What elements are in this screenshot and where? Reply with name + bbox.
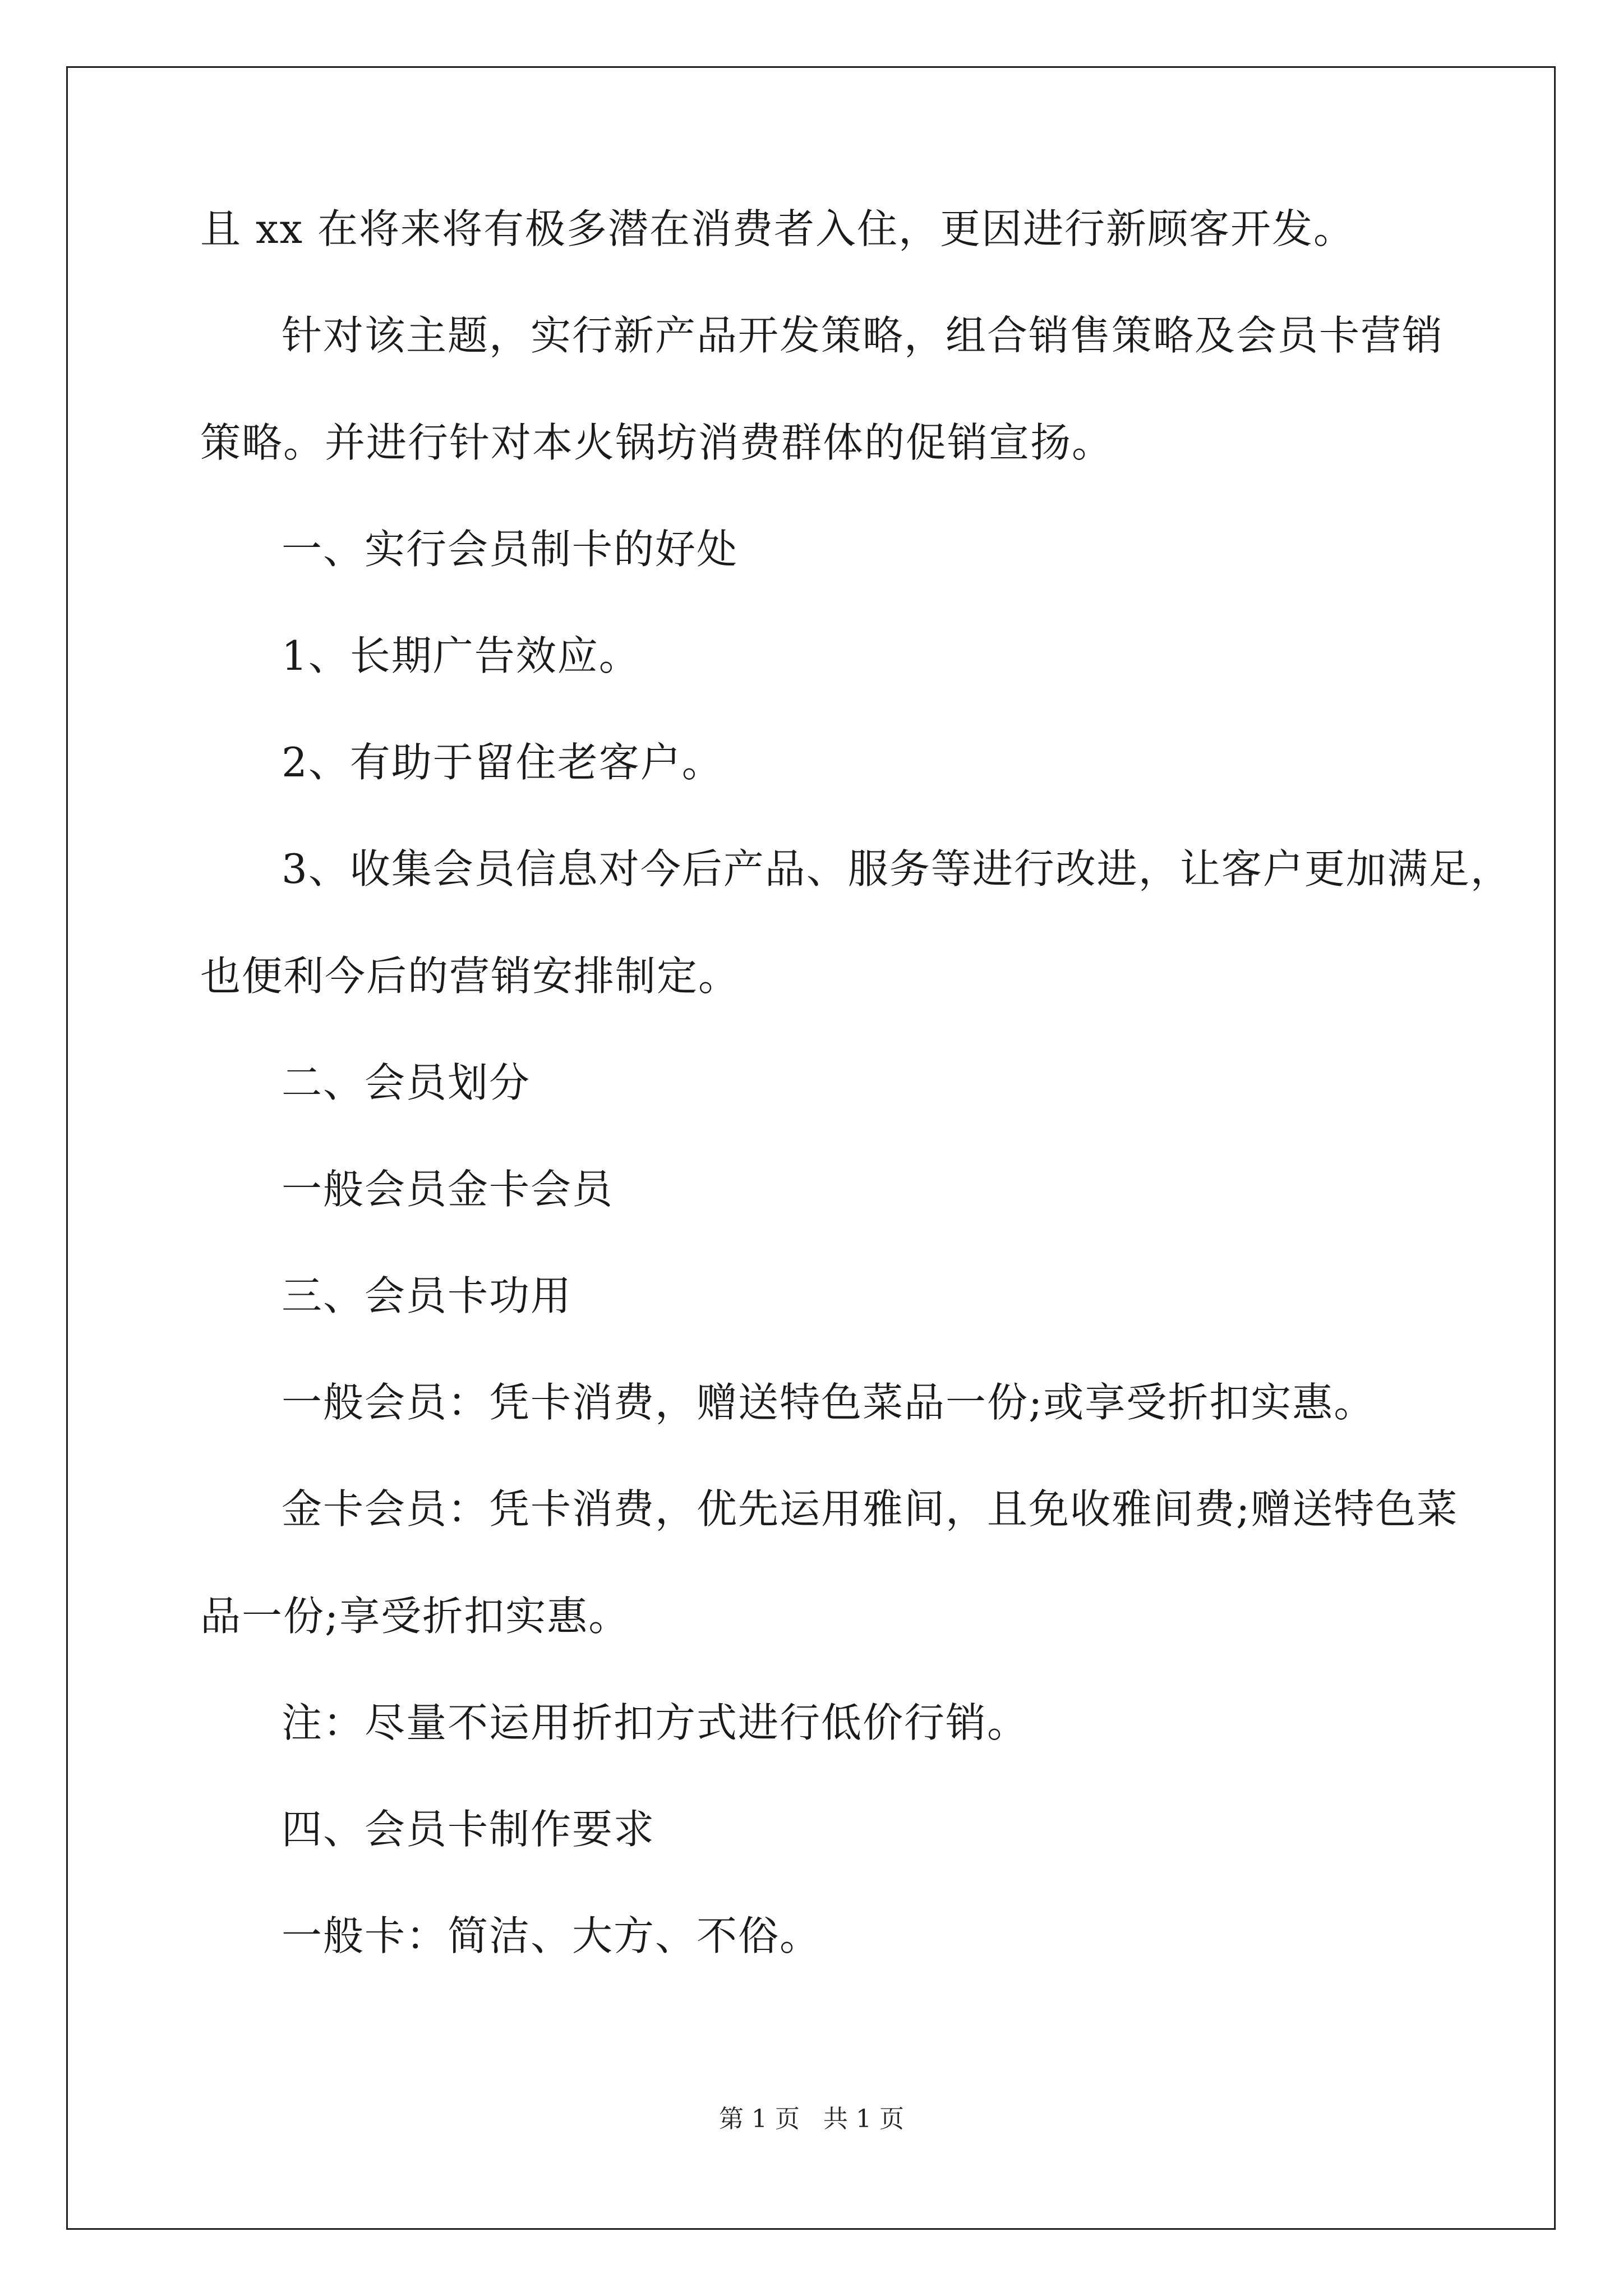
paragraph-line: 策略。并进行针对本火锅坊消费群体的促销宣扬。 <box>200 419 1114 466</box>
paragraph-line: 品一份;享受折扣实惠。 <box>200 1593 630 1640</box>
list-item: 2、有助于留住老客户。 <box>282 739 723 786</box>
paragraph-line: 也便利今后的营销安排制定。 <box>200 953 740 1000</box>
paragraph-line: 一般卡：简洁、大方、不俗。 <box>282 1912 822 1959</box>
paragraph-line: 金卡会员：凭卡消费，优先运用雅间，且免收雅间费;赠送特色菜 <box>282 1485 1459 1533</box>
page-number-footer: 第 1 页 共 1 页 <box>719 2105 904 2133</box>
paragraph-line: 注：尽量不运用折扣方式进行低价行销。 <box>282 1699 1029 1746</box>
paragraph-line: 一般会员：凭卡消费，赠送特色菜品一份;或享受折扣实惠。 <box>282 1379 1376 1426</box>
section-heading: 三、会员卡功用 <box>282 1272 573 1319</box>
list-item: 1、长期广告效应。 <box>282 632 640 679</box>
paragraph-line: 且 xx 在将来将有极多潜在消费者入住，更因进行新顾客开发。 <box>200 205 1355 252</box>
section-heading: 一、实行会员制卡的好处 <box>282 526 739 573</box>
document-body <box>200 202 1512 1963</box>
section-heading: 四、会员卡制作要求 <box>282 1806 656 1853</box>
section-heading: 二、会员划分 <box>282 1059 531 1106</box>
list-item: 3、收集会员信息对今后产品、服务等进行改进，让客户更加满足， <box>282 845 1512 892</box>
paragraph-line: 一般会员金卡会员 <box>282 1166 614 1213</box>
paragraph-line: 针对该主题，实行新产品开发策略，组合销售策略及会员卡营销 <box>282 312 1444 359</box>
